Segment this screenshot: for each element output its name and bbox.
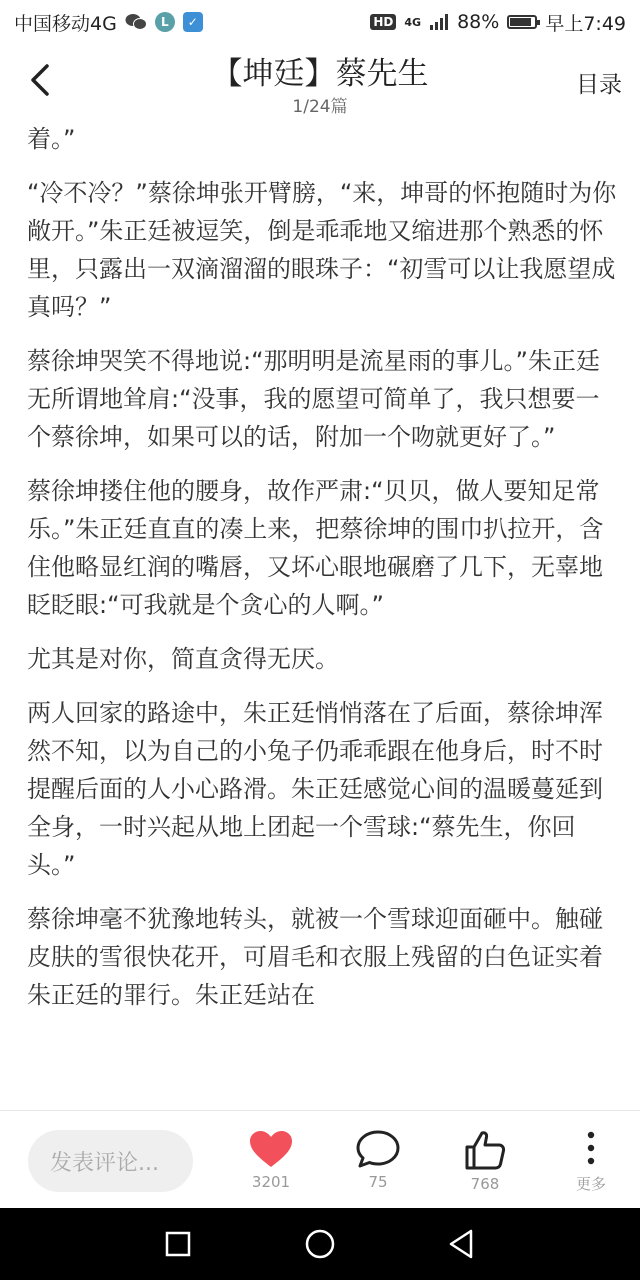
paragraph: 尤其是对你，简直贪得无厌。	[27, 645, 339, 673]
bottom-action-bar	[0, 1110, 640, 1209]
carrier-label: 中国移动4G	[14, 12, 117, 35]
more-label: 更多	[575, 1175, 606, 1193]
app-bird-icon: ✓	[183, 12, 203, 32]
back-nav-button[interactable]	[444, 1226, 480, 1262]
back-button[interactable]	[22, 58, 58, 102]
status-bar	[0, 0, 640, 44]
paragraph: 两人回家的路途中，朱正廷悄悄落在了后面，蔡徐坤浑然不知，以为自己的小兔子仍乖乖跟在他身后，时不时提醒后面的人小心路滑。朱正廷感觉心间的温暖蔓延到全身，一时兴起从地上团起一个雪球:“蔡先生，你回头。”	[27, 699, 603, 879]
toc-button[interactable]: 目录	[576, 72, 622, 98]
square-icon	[164, 1230, 192, 1258]
heart-icon	[248, 1129, 294, 1169]
signal-icon	[429, 14, 449, 30]
recents-button[interactable]	[160, 1226, 196, 1262]
network-label: 4G	[404, 15, 422, 29]
hd-icon: HD	[370, 14, 396, 30]
triangle-back-icon	[447, 1228, 477, 1260]
system-nav-bar	[0, 1208, 640, 1280]
back-arrow-icon	[29, 63, 51, 97]
paragraph: 蔡徐坤哭笑不得地说:“那明明是流星雨的事儿。”朱正廷无所谓地耸肩:“没事，我的愿望可简单了，我只想要一个蔡徐坤，如果可以的话，附加一个吻就更好了。”	[27, 347, 600, 451]
battery-percent: 88%	[457, 11, 500, 33]
paragraph: “冷不冷？”蔡徐坤张开臂膀，“来，坤哥的怀抱随时为你敞开。”朱正廷被逗笑，倒是乖乖地又缩进那个熟悉的怀里，只露出一双滴溜溜的眼珠子：“初雪可以让我愿望成真吗？”	[27, 179, 617, 321]
comment-bubble-icon	[355, 1129, 401, 1169]
wechat-icon	[125, 13, 147, 31]
chapter-counter: 1/24篇	[292, 97, 348, 117]
thumbs-up-button[interactable]	[445, 1129, 525, 1207]
like-button[interactable]	[231, 1129, 311, 1207]
thumbs-up-icon	[463, 1129, 507, 1171]
thumbs-count: 768	[470, 1175, 500, 1193]
like-count: 3201	[251, 1173, 291, 1191]
article-body	[27, 120, 617, 1110]
comment-button[interactable]	[338, 1129, 418, 1207]
more-button[interactable]	[551, 1129, 631, 1207]
battery-icon	[507, 15, 537, 29]
more-vertical-icon	[581, 1129, 601, 1169]
app-l-icon: L	[155, 12, 175, 32]
clock: 早上7:49	[545, 12, 626, 35]
paragraph: 蔡徐坤搂住他的腰身，故作严肃:“贝贝，做人要知足常乐。”朱正廷直直的凑上来，把蔡徐坤的围巾扒拉开，含住他略显红润的嘴唇，又坏心眼地碾磨了几下，无辜地眨眨眼:“可我就是个贪心的人啊。”	[27, 477, 604, 619]
comment-count: 75	[368, 1173, 388, 1191]
paragraph: 蔡徐坤毫不犹豫地转头，就被一个雪球迎面砸中。触碰皮肤的雪很快花开，可眉毛和衣服上残留的白色证实着朱正廷的罪行。朱正廷站在	[27, 905, 603, 1009]
circle-icon	[304, 1228, 336, 1260]
paragraph: 着。”	[27, 125, 76, 153]
home-button[interactable]	[302, 1226, 338, 1262]
reader-header	[0, 44, 640, 122]
comment-input[interactable]: 发表评论...	[28, 1130, 193, 1192]
page-title: 【坤廷】蔡先生	[211, 56, 429, 92]
